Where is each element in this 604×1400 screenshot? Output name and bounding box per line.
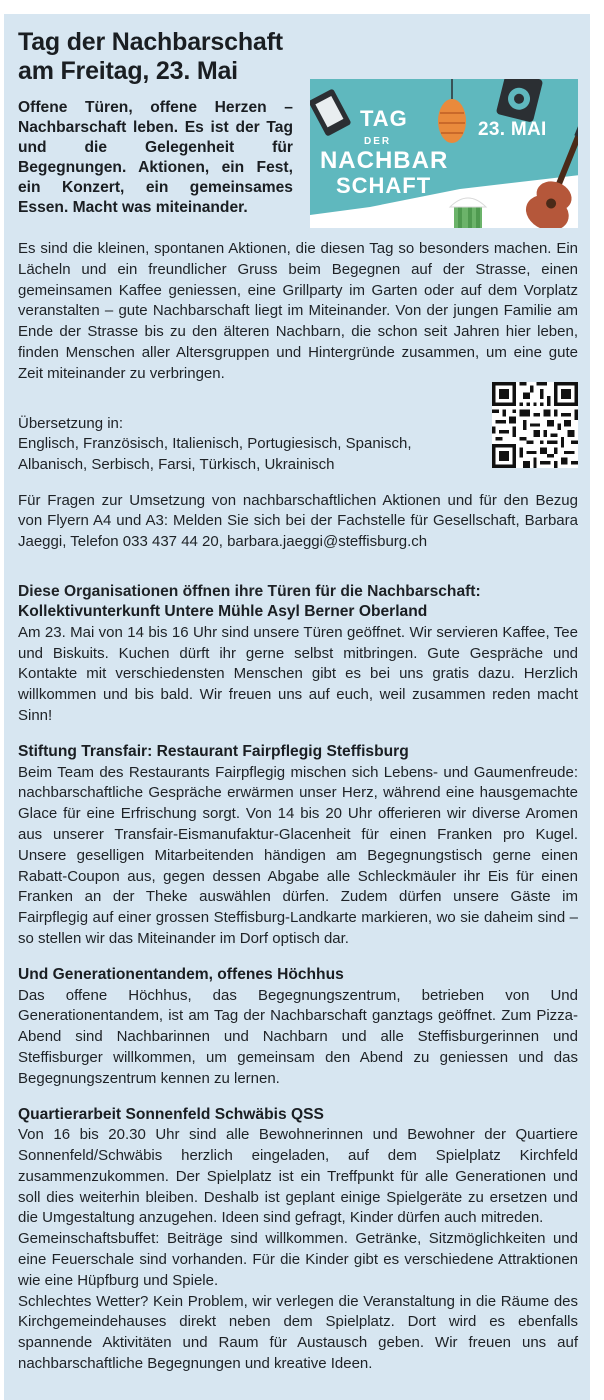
organization-paragraph: Schlechtes Wetter? Kein Problem, wir verlegen die Veranstaltung in die Räume des Kirchgemeindehauses direkt neben dem Spielplatz. Dort wird es ebenfalls spannende Aktivitäten und Raum für Austausch geben. Wir freuen uns auf nachbarschaftliche Begegnungen und kreative Ideen. <box>18 1292 578 1373</box>
camera-icon <box>310 88 352 136</box>
poster-text-nachbar: NACHBAR <box>319 147 449 174</box>
translation-languages-line1: Englisch, Französisch, Italienisch, Portugiesisch, Spanisch, <box>18 435 412 453</box>
lantern-icon <box>438 99 466 143</box>
poster-text-tag: TAG <box>359 106 408 131</box>
speaker-icon <box>496 79 544 123</box>
title-line-1: Tag der Nachbarschaft <box>18 28 283 56</box>
translation-block <box>18 414 578 474</box>
organization-paragraph: Von 16 bis 20.30 Uhr sind alle Bewohnerinnen und Bewohner der Quartiere Sonnenfeld/Schwäbis herzlich eingeladen, auf dem Spielplatz Kirchfeld zusammenzukommen. Der Spielplatz ist ein Treffpunkt für alle Generationen und soll dies weiterhin bleiben. Deshalb ist geplant einige Spielgeräte zu ersetzen und die Umgestaltung anzugehen. Ideen sind gefragt, Kinder dürfen auch mitreden. <box>18 1126 578 1227</box>
organization-item <box>18 1105 578 1375</box>
cupcake-icon <box>450 198 486 228</box>
poster-text-der: DER <box>363 136 392 147</box>
organization-title: Und Generationentandem, offenes Höchhus <box>18 965 344 983</box>
translation-languages-line2: Albanisch, Serbisch, Farsi, Türkisch, Ukrainisch <box>18 456 335 474</box>
poster-date: 23. MAI <box>477 119 547 140</box>
organization-paragraph: Das offene Höchhus, das Begegnungszentrum, betrieben von Und Generationentandem, ist am Tag der Nachbarschaft ganztags geöffnet. Zum Pizza-Abend sind Nachbarinnen und Nachbarn und alle Steffisburgerinnen und Steffisburger willkommen, um gemeinsam den Abend zu geniessen und das Begegnungszentrum kennen zu lernen. <box>18 986 578 1087</box>
poster-text-schaft: SCHAFT <box>335 173 432 198</box>
organization-item <box>18 742 578 950</box>
organization-title: Kollektivunterkunft Untere Mühle Asyl Berner Oberland <box>18 602 428 620</box>
contact-paragraph: Für Fragen zur Umsetzung von nachbarschaftlichen Aktionen und für den Bezug von Flyern A4 und A3: Melden Sie sich bei der Fachstelle für Gesellschaft, Barbara Jaeggi, Telefon 033 437 44 20, barbara.jaeggi@steffisburg.ch <box>18 491 578 551</box>
organization-title: Quartierarbeit Sonnenfeld Schwäbis QSS <box>18 1105 324 1123</box>
intro-row <box>18 98 578 228</box>
organizations-intro: Diese Organisationen öffnen ihre Türen für die Nachbarschaft: <box>18 582 481 600</box>
organization-title: Stiftung Transfair: Restaurant Fairpflegig Steffisburg <box>18 742 409 760</box>
organization-paragraph: Am 23. Mai von 14 bis 16 Uhr sind unsere Türen geöffnet. Wir servieren Kaffee, Tee und Biskuits. Kuchen dürft ihr gerne selbst mitbringen. Gute Gespräche und Kontakte mit verschiedensten Menschen gibt es bei uns gratis dazu. Herzlich willkommen und bis bald. Wir freuen uns auf euch, weil zusammen reden macht Sinn! <box>18 623 578 724</box>
organizations-list <box>18 602 578 1375</box>
article-panel <box>4 14 590 1400</box>
article-title <box>18 28 578 86</box>
qr-code-icon[interactable] <box>492 382 578 468</box>
organization-paragraph: Gemeinschaftsbuffet: Beiträge sind willkommen. Getränke, Sitzmöglichkeiten und eine Feuerschale sind vorhanden. Für die Kinder gibt es verschiedene Attraktionen wie eine Hüpfburg und Spiele. <box>18 1230 578 1289</box>
organization-item <box>18 602 578 727</box>
event-poster-image <box>310 79 578 228</box>
translation-label: Übersetzung in: <box>18 414 124 432</box>
organization-paragraph: Beim Team des Restaurants Fairpflegig mischen sich Lebens- und Gaumenfreude: nachbarschaftliche Gespräche erwärmen unser Herz, während eine hausgemachte Glace für eine Erfrischung sorgt. Von 14 bis 20 Uhr offerieren wir diverse Aromen aus unserer Transfair-Eismanufaktur-Glacenheit für einen Franken pro Kugel. Unsere geselligen Mitarbeitenden händigen am Begegnungstisch gerne einen Rabatt-Coupon aus, gegen dessen Abgabe alle Schleckmäuler ihr Eis für einen Franken an der Theke auswählen dürfen. Zudem dürfen unsere Gäste im Fairpflegig auf einer grossen Steffisburg-Landkarte markieren, wo sie daheim sind – so stellen wir das Miteinander im Dorf optisch dar. <box>18 763 578 947</box>
lead-paragraph: Offene Türen, offene Herzen – Nachbarschaft leben. Es ist der Tag und die Gelegenheit für Begegnungen. Aktionen, ein Fest, ein Konzert, ein gemeinsames Essen. Macht was miteinander. <box>18 99 293 216</box>
title-line-2: am Freitag, 23. Mai <box>18 57 238 85</box>
organization-item <box>18 965 578 1090</box>
intro-paragraph: Es sind die kleinen, spontanen Aktionen, die diesen Tag so besonders machen. Ein Lächeln und ein freundlicher Gruss beim Begegnen auf der Strasse, einen gemeinsamen Kaffee geniessen, eine Grillparty im Garten oder auf dem Vorplatz veranstalten – gute Nachbarschaft liegt im Miteinander. Von der jungen Familie am Ende der Strasse bis zu den älteren Nachbarn, die schon seit Jahren hier leben, finden Menschen aller Altersgruppen und Hintergründe zusammen, um eine gute Zeit miteinander zu verbringen. <box>18 240 578 382</box>
